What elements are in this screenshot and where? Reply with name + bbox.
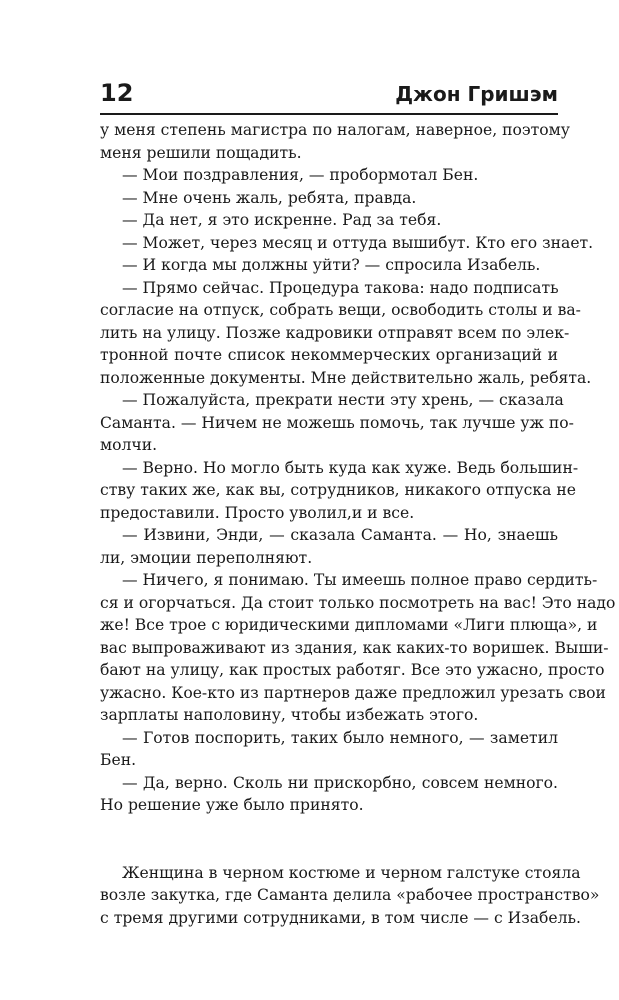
text-line: — Верно. Но могло быть куда как хуже. Ведь большин- bbox=[122, 458, 579, 477]
text-line: — Ничего, я понимаю. Ты имеешь полное право сердить- bbox=[122, 571, 598, 589]
text-line: вас выпроваживают из здания, как каких-то воришек. Выши- bbox=[100, 638, 609, 657]
text-line: Женщина в черном костюме и черном галстуке стояла bbox=[122, 863, 581, 882]
text-line: — Да нет, я это искренне. Рад за тебя. bbox=[122, 211, 442, 229]
text-line: — Мои поздравления, — пробормотал Бен. bbox=[122, 166, 479, 184]
text-line: лить на улицу. Позже кадровики отправят всем по элек- bbox=[100, 323, 570, 342]
running-head-author: Джон Гришэм bbox=[395, 82, 558, 106]
text-line: — Пожалуйста, прекрати нести эту хрень, — сказала bbox=[122, 391, 564, 409]
text-line: у меня степень магистра по налогам, наверное, поэтому bbox=[100, 121, 570, 139]
text-line: — Может, через месяц и оттуда вышибут. Кто его знает. bbox=[122, 233, 594, 252]
text-line: Саманта. — Ничем не можешь помочь, так лучше уж по- bbox=[100, 413, 574, 432]
text-line: — Да, верно. Сколь ни прискорбно, совсем немного. bbox=[122, 773, 558, 792]
page-header bbox=[100, 78, 558, 108]
text-line: возле закутка, где Саманта делила «рабочее пространство» bbox=[100, 886, 600, 904]
text-line: Но решение уже было принято. bbox=[100, 796, 364, 814]
body-text bbox=[100, 119, 616, 929]
text-line: — Мне очень жаль, ребята, правда. bbox=[122, 188, 417, 207]
text-line: предоставили. Просто уволил,и и все. bbox=[100, 503, 415, 522]
text-line: — Извини, Энди, — сказала Саманта. — Но, знаешь bbox=[122, 526, 558, 544]
text-line: молчи. bbox=[100, 436, 158, 454]
text-line: же! Все трое с юридическими дипломами «Лиги плюща», и bbox=[100, 616, 598, 634]
text-line: ству таких же, как вы, сотрудников, никакого отпуска не bbox=[100, 481, 576, 499]
text-line: тронной почте список некоммерческих организаций и bbox=[100, 346, 558, 364]
text-line: положенные документы. Мне действительно жаль, ребята. bbox=[100, 368, 592, 387]
text-line: ужасно. Кое-кто из партнеров даже предложил урезать свои bbox=[100, 683, 606, 702]
text-line: ся и огорчаться. Да стоит только посмотреть на вас! Это надо bbox=[100, 593, 616, 612]
text-line: меня решили пощадить. bbox=[100, 143, 302, 162]
text-line: ли, эмоции переполняют. bbox=[100, 548, 313, 567]
header-rule bbox=[100, 113, 558, 115]
text-line: — Готов поспорить, таких было немного, — заметил bbox=[122, 728, 558, 747]
section-break bbox=[100, 817, 558, 862]
text-line: бают на улицу, как простых работяг. Все это ужасно, просто bbox=[100, 661, 605, 679]
text-line: — И когда мы должны уйти? — спросила Изабель. bbox=[122, 256, 541, 274]
text-line: согласие на отпуск, собрать вещи, освободить столы и ва- bbox=[100, 301, 581, 319]
text-line: — Прямо сейчас. Процедура такова: надо подписать bbox=[122, 278, 559, 297]
text-line: зарплаты наполовину, чтобы избежать этого. bbox=[100, 706, 479, 724]
text-line: Бен. bbox=[100, 751, 137, 769]
text-line: с тремя другими сотрудниками, в том числе — с Изабель. bbox=[100, 908, 582, 927]
page-number: 12 bbox=[100, 79, 134, 107]
